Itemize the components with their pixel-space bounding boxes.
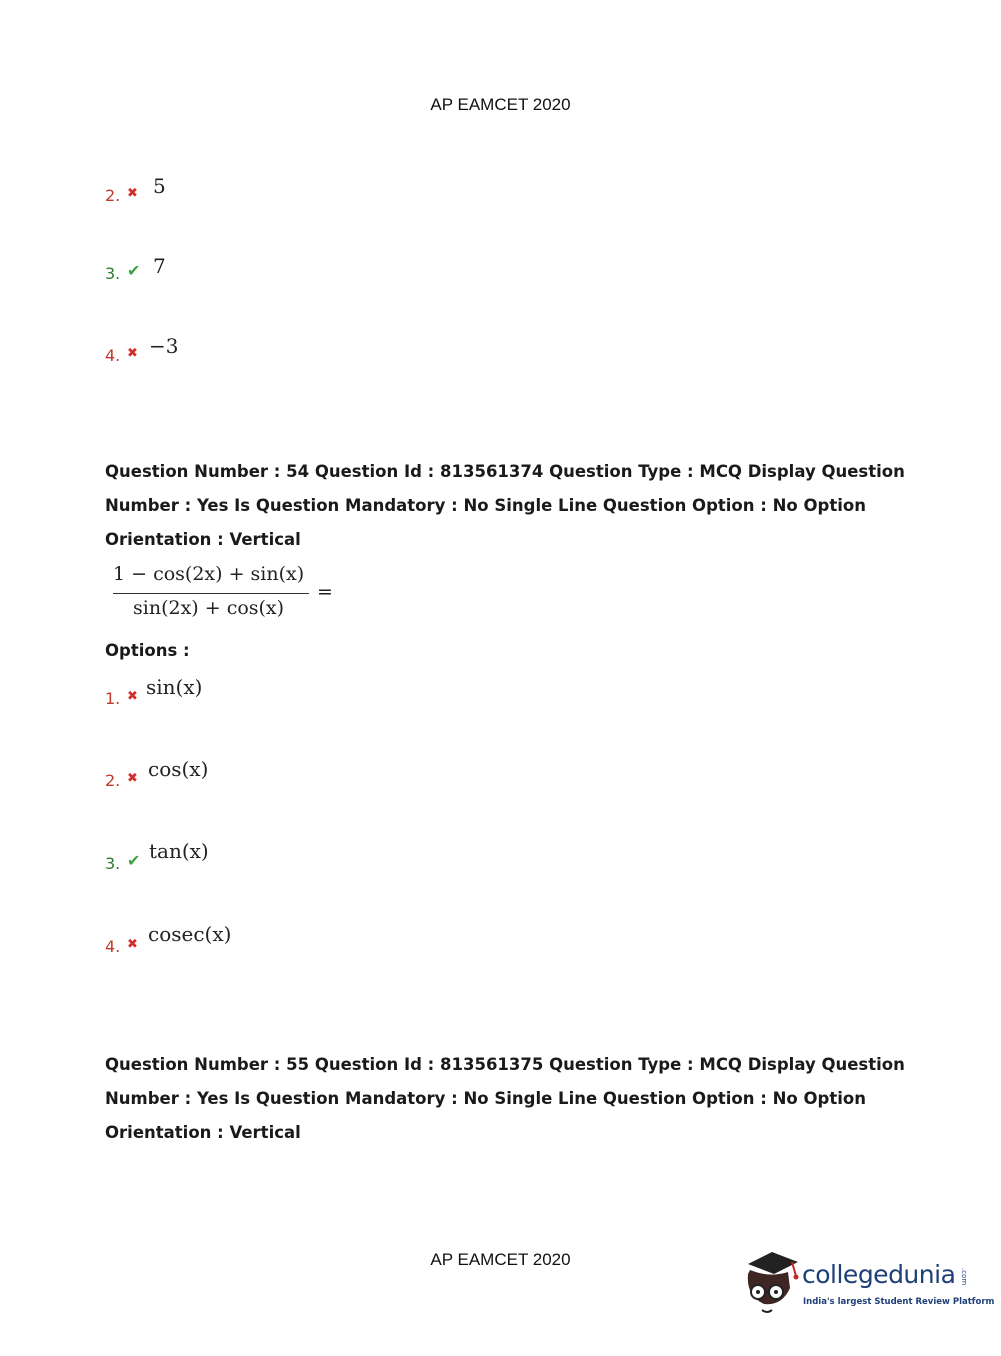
question-meta-line: Orientation : Vertical: [105, 530, 301, 549]
fraction-denominator: sin(2x) + cos(x): [133, 597, 285, 619]
option-value: 7: [153, 254, 166, 278]
cross-icon: ✖: [127, 346, 138, 361]
question-meta-line: Question Number : 55 Question Id : 813561375 Question Type : MCQ Display Question: [105, 1055, 905, 1074]
check-icon: ✔: [127, 851, 141, 870]
option-value: cosec(x): [148, 922, 232, 946]
logo-suffix: .com: [960, 1268, 968, 1286]
question-meta-line: Orientation : Vertical: [105, 1123, 301, 1142]
fraction-bar: [113, 593, 309, 594]
options-label: Options :: [105, 641, 190, 660]
option-value: tan(x): [149, 839, 209, 863]
fraction-numerator: 1 − cos(2x) + sin(x): [113, 563, 305, 585]
question-meta: [105, 455, 905, 557]
cross-icon: ✖: [127, 937, 138, 952]
option-number: 1.: [105, 689, 121, 708]
logo-tagline: India's largest Student Review Platform: [803, 1297, 995, 1307]
collegedunia-logo[interactable]: [742, 1248, 995, 1320]
cross-icon: ✖: [127, 689, 138, 704]
page-footer: AP EAMCET 2020: [430, 1250, 571, 1269]
option-value: 5: [153, 174, 166, 198]
logo-brand: collegedunia: [802, 1260, 956, 1289]
question-meta-line: Number : Yes Is Question Mandatory : No Single Line Question Option : No Option: [105, 496, 866, 515]
question-meta: [105, 1048, 905, 1150]
option-number: 4.: [105, 937, 121, 956]
mascot-icon: [742, 1248, 804, 1320]
question-meta-line: Number : Yes Is Question Mandatory : No Single Line Question Option : No Option: [105, 1089, 866, 1108]
option-number: 2.: [105, 186, 121, 205]
equals-sign: =: [317, 581, 333, 603]
cross-icon: ✖: [127, 186, 138, 201]
question-meta-line: Question Number : 54 Question Id : 813561374 Question Type : MCQ Display Question: [105, 462, 905, 481]
option-number: 3.: [105, 854, 121, 873]
page-header: AP EAMCET 2020: [430, 95, 571, 114]
option-number: 3.: [105, 264, 121, 283]
option-value: −3: [149, 334, 179, 358]
option-value: sin(x): [146, 675, 203, 699]
option-number: 2.: [105, 771, 121, 790]
check-icon: ✔: [127, 261, 141, 280]
option-number: 4.: [105, 346, 121, 365]
cross-icon: ✖: [127, 771, 138, 786]
option-value: cos(x): [148, 757, 209, 781]
